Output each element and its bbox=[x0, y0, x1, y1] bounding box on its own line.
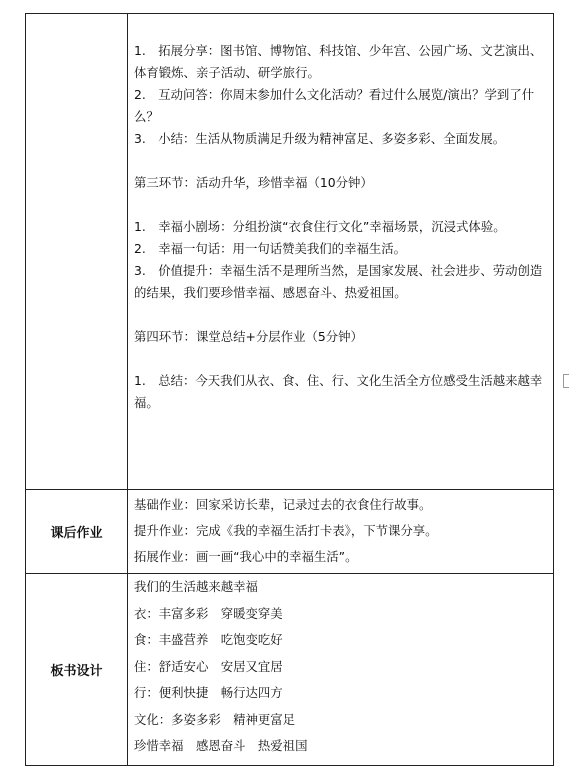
activity-content-cell bbox=[128, 14, 554, 490]
activity-line: 2. 幸福一句话：用一句话赞美我们的幸福生活。 bbox=[134, 241, 407, 256]
activity-line: 3. 小结：生活从物质满足升级为精神富足、多姿多彩、全面发展。 bbox=[134, 131, 506, 146]
blank-line bbox=[134, 348, 547, 370]
board-line: 文化：多姿多彩 精神更富足 bbox=[134, 711, 296, 727]
blank-line bbox=[134, 194, 547, 216]
activity-row bbox=[26, 14, 554, 490]
board-line: 我们的生活越来越幸福 bbox=[134, 579, 258, 594]
activity-line: 3. 价值提升：幸福生活不是理所当然，是国家发展、社会进步、劳动创造的结果，我们要珍惜幸福、感恩奋斗、热爱祖国。 bbox=[134, 263, 543, 300]
board-line: 珍惜幸福 感恩奋斗 热爱祖国 bbox=[134, 738, 308, 753]
homework-row bbox=[26, 490, 554, 574]
section-heading: 第四环节：课堂总结+分层作业（5分钟） bbox=[134, 329, 363, 344]
activity-content bbox=[128, 14, 553, 414]
blank-line bbox=[134, 150, 547, 172]
board-content-cell bbox=[128, 574, 554, 766]
homework-item: 提升作业：完成《我的幸福生活打卡表》，下节课分享。 bbox=[134, 523, 438, 538]
activity-line: 1. 总结：今天我们从衣、食、住、行、文化生活全方位感受生活越来越幸福。 bbox=[134, 373, 543, 410]
board-line: 食：丰盛营养 吃饱变吃好 bbox=[134, 632, 283, 647]
board-content bbox=[128, 574, 553, 760]
board-label: 板书设计 bbox=[26, 574, 128, 766]
section-heading: 第三环节：活动升华，珍惜幸福（10分钟） bbox=[134, 175, 373, 190]
activity-line: 1. 拓展分享：图书馆、博物馆、科技馆、少年宫、公园广场、文艺演出、体育锻炼、亲子活动、研学旅行。 bbox=[134, 43, 543, 80]
homework-content-cell bbox=[128, 490, 554, 574]
board-row bbox=[26, 574, 554, 766]
board-line: 衣：丰富多彩 穿暖变穿美 bbox=[134, 605, 283, 621]
activity-label-cell bbox=[26, 14, 128, 490]
blank-line bbox=[134, 304, 547, 326]
activity-line: 1. 幸福小剧场：分组扮演“衣食住行文化”幸福场景，沉浸式体验。 bbox=[134, 219, 506, 234]
board-line: 行：便利快捷 畅行达四方 bbox=[134, 685, 283, 700]
homework-label: 课后作业 bbox=[26, 490, 128, 574]
homework-item: 拓展作业：画一画“我心中的幸福生活”。 bbox=[134, 549, 358, 564]
homework-item: 基础作业：回家采访长辈，记录过去的衣食住行故事。 bbox=[134, 497, 432, 512]
homework-content bbox=[128, 490, 553, 570]
lesson-plan-table bbox=[25, 13, 554, 766]
page-edge-marker bbox=[563, 374, 569, 388]
activity-line: 2. 互动问答：你周末参加什么文化活动？看过什么展览/演出？学到了什么？ bbox=[134, 87, 535, 124]
board-line: 住：舒适安心 安居又宜居 bbox=[134, 658, 283, 674]
